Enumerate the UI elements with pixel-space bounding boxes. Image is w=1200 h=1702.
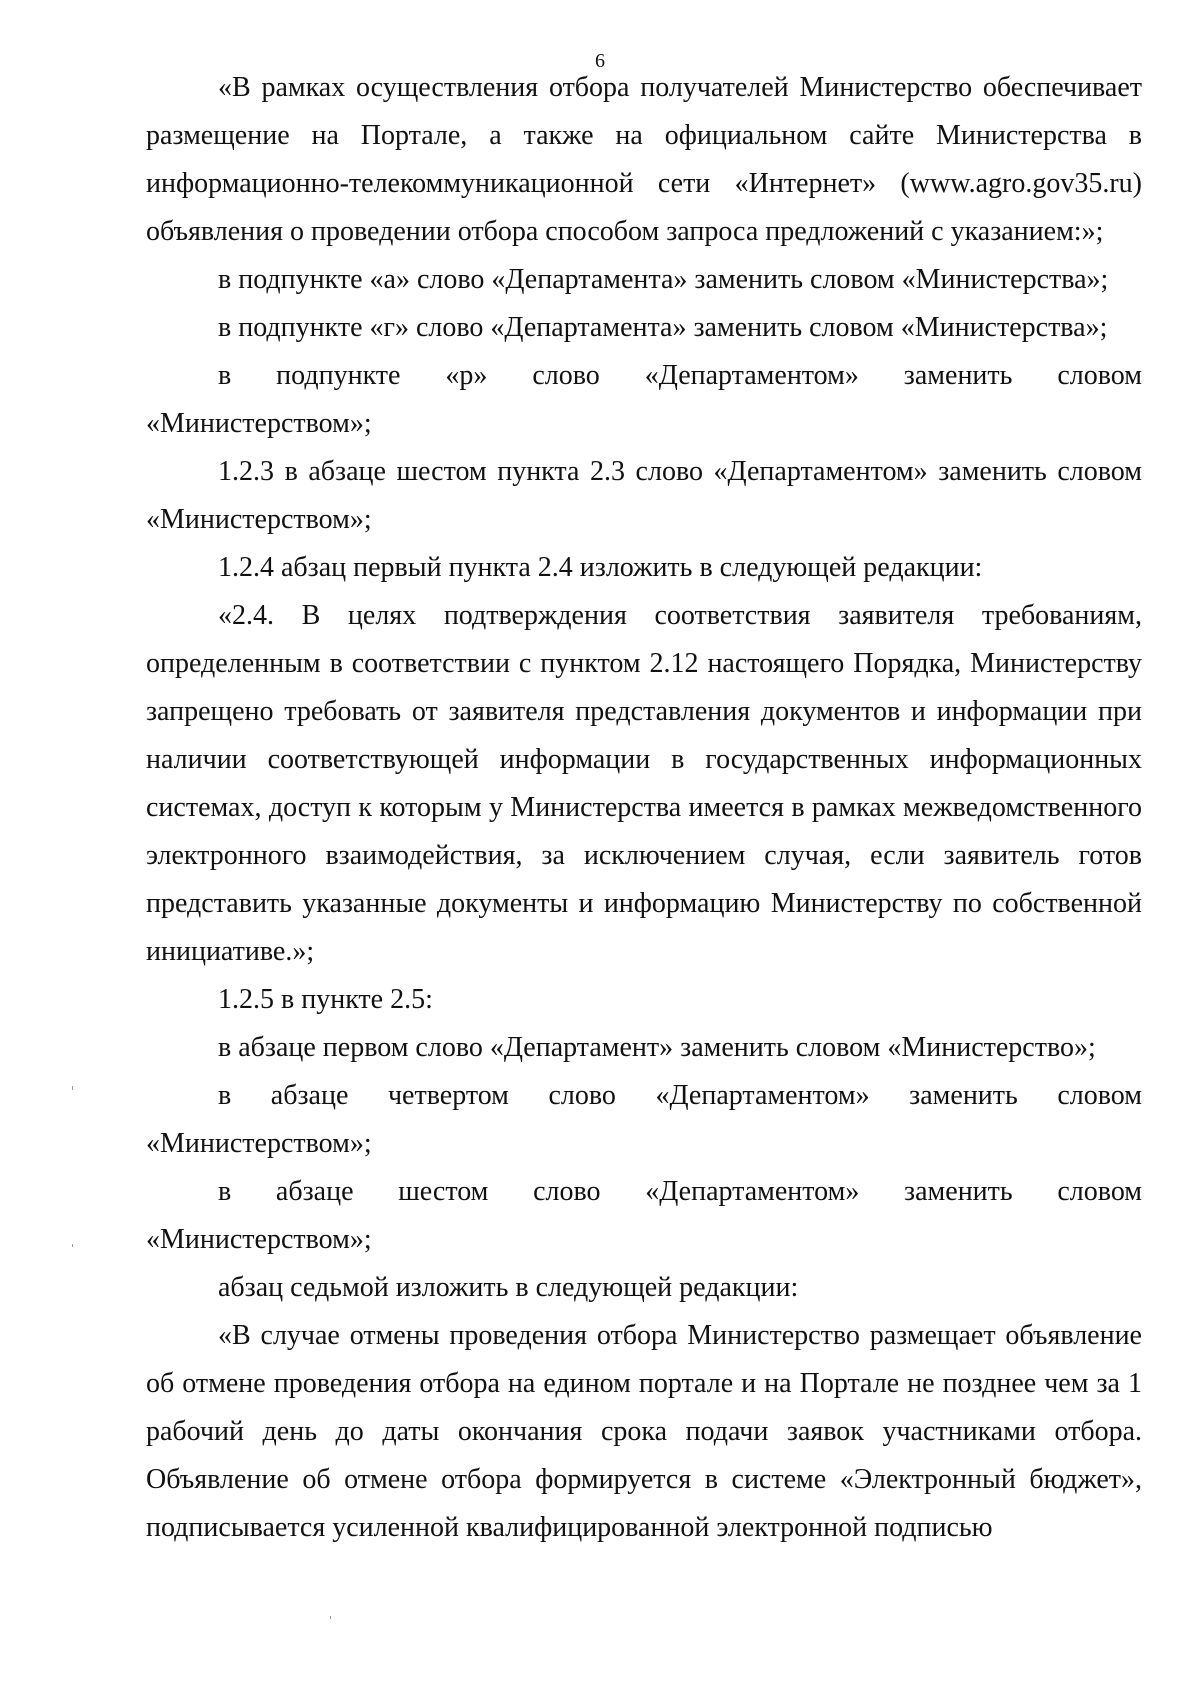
- paragraph-subpoint-g: в подпункте «г» слово «Департамента» заменить словом «Министерства»;: [218, 312, 1108, 343]
- paragraph-fourth-abzac: в абзаце четвертом слово «Департаментом» заменить словом «Министерством»;: [146, 1080, 1142, 1159]
- paragraph-announcement: «В рамках осуществления отбора получателей Министерство обеспечивает размещение на Портале, а также на официальном сайте Министерства в информационно-телекоммуникационной сети «Интернет» (www.agro.gov35.ru) объявления о проведении отбора способом запроса предложений с указанием:»;: [146, 72, 1142, 247]
- document-body: [146, 64, 1142, 1552]
- scan-artifact: [330, 1616, 331, 1619]
- paragraph-subpoint-r: в подпункте «р» слово «Департаментом» заменить словом «Министерством»;: [146, 360, 1142, 439]
- page-number: 6: [595, 50, 605, 72]
- paragraph-1-2-5: 1.2.5 в пункте 2.5:: [218, 984, 433, 1015]
- scan-artifact: [72, 1086, 73, 1090]
- paragraph-2-4-text: «2.4. В целях подтверждения соответствия заявителя требованиям, определенным в соответствии с пунктом 2.12 настоящего Порядка, Министерству запрещено требовать от заявителя представления документов и информации при наличии соответствующей информации в государственных информационных системах, доступ к которым у Министерства имеется в рамках межведомственного электронного взаимодействия, за исключением случая, если заявитель готов представить указанные документы и информацию Министерству по собственной инициативе.»;: [146, 600, 1142, 967]
- paragraph-first-abzac: в абзаце первом слово «Департамент» заменить словом «Министерство»;: [218, 1032, 1096, 1063]
- paragraph-1-2-3: 1.2.3 в абзаце шестом пункта 2.3 слово «Департаментом» заменить словом «Министерством»;: [146, 456, 1142, 535]
- paragraph-cancellation-text: «В случае отмены проведения отбора Министерство размещает объявление об отмене проведения отбора на едином портале и на Портале не позднее чем за 1 рабочий день до даты окончания срока подачи заявок участниками отбора. Объявление об отмене отбора формируется в системе «Электронный бюджет», подписывается усиленной квалифицированной электронной подписью: [146, 1320, 1142, 1543]
- scan-artifact: [72, 1244, 73, 1247]
- paragraph-seventh-abzac: абзац седьмой изложить в следующей редакции:: [218, 1272, 799, 1303]
- paragraph-subpoint-a: в подпункте «а» слово «Департамента» заменить словом «Министерства»;: [218, 264, 1109, 295]
- paragraph-1-2-4: 1.2.4 абзац первый пункта 2.4 изложить в следующей редакции:: [218, 552, 983, 583]
- paragraph-sixth-abzac: в абзаце шестом слово «Департаментом» заменить словом «Министерством»;: [146, 1176, 1142, 1255]
